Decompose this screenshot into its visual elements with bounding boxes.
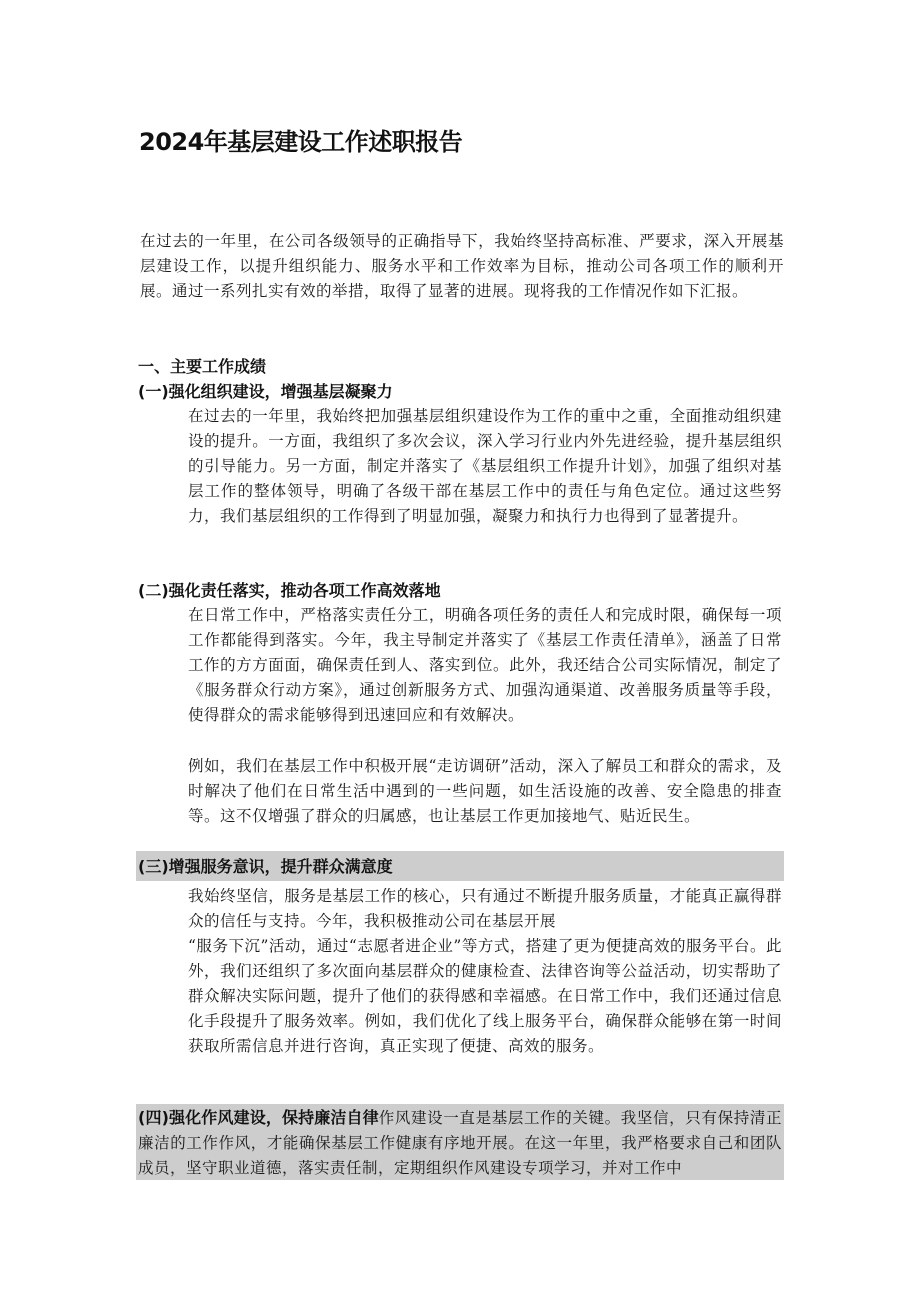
document-title: 2024年基层建设工作述职报告: [139, 128, 463, 156]
subsection-2-body-1: 在日常工作中，严格落实责任分工，明确各项任务的责任人和完成时限，确保每一项工作都能得到落实。今年，我主导制定并落实了《基层工作责任清单》，涵盖了日常工作的方方面面，确保责任到人、落实到位。此外，我还结合公司实际情况，制定了《服务群众行动方案》，通过创新服务方式、加强沟通渠道、改善服务质量等手段，使得群众的需求能够得到迅速回应和有效解决。: [188, 606, 782, 724]
subsection-1-body: 在过去的一年里，我始终把加强基层组织建设作为工作的重中之重，全面推动组织建设的提升。一方面，我组织了多次会议，深入学习行业内外先进经验，提升基层组织的引导能力。另一方面，制定并落实了《基层组织工作提升计划》，加强了组织对基层工作的整体领导，明确了各级干部在基层工作中的责任与角色定位。通过这些努力，我们基层组织的工作得到了明显加强，凝聚力和执行力也得到了显著提升。: [188, 407, 782, 525]
subsection-4-paragraph: [138, 1105, 782, 1181]
subsection-heading-1: (一)强化组织建设，增强基层凝聚力: [138, 382, 393, 401]
subsection-heading-3: (三)增强服务意识，提升群众满意度: [138, 857, 393, 876]
subsection-3-body-part2: “服务下沉”活动，通过“志愿者进企业”等方式，搭建了更为便捷高效的服务平台。此外，我们还组织了多次面向基层群众的健康检查、法律咨询等公益活动，切实帮助了群众解决实际问题，提升了他们的获得感和幸福感。在日常工作中，我们还通过信息化手段提升了服务效率。例如，我们优化了线上服务平台，确保群众能够在第一时间获取所需信息并进行咨询，真正实现了便捷、高效的服务。: [188, 937, 782, 1055]
subsection-3-body: [188, 884, 782, 1059]
subsection-3-body-part1: 我始终坚信，服务是基层工作的核心，只有通过不断提升服务质量，才能真正赢得群众的信任与支持。今年，我积极推动公司在基层开展: [188, 887, 782, 930]
subsection-heading-4: (四)强化作风建设，保持廉洁自律: [138, 1108, 379, 1127]
subsection-4-body: 作风建设一直是基层工作的关键。我坚信，只有保持清正廉洁的工作作风，才能确保基层工作健康有序地开展。在这一年里，我严格要求自己和团队成员，坚守职业道德，落实责任制，定期组织作风建设专项学习，并对工作中: [138, 1109, 782, 1177]
intro-paragraph: 在过去的一年里，在公司各级领导的正确指导下，我始终坚持高标准、严要求，深入开展基层建设工作，以提升组织能力、服务水平和工作效率为目标，推动公司各项工作的顺利开展。通过一系列扎实有效的举措，取得了显著的进展。现将我的工作情况作如下汇报。: [140, 232, 784, 300]
subsection-2-body-2: 例如，我们在基层工作中积极开展“走访调研”活动，深入了解员工和群众的需求，及时解决了他们在日常生活中遇到的一些问题，如生活设施的改善、安全隐患的排查等。这不仅增强了群众的归属感，也让基层工作更加接地气、贴近民生。: [188, 757, 782, 825]
section-heading-main-achievements: 一、主要工作成绩: [138, 357, 267, 376]
subsection-heading-2: (二)强化责任落实，推动各项工作高效落地: [138, 581, 441, 600]
